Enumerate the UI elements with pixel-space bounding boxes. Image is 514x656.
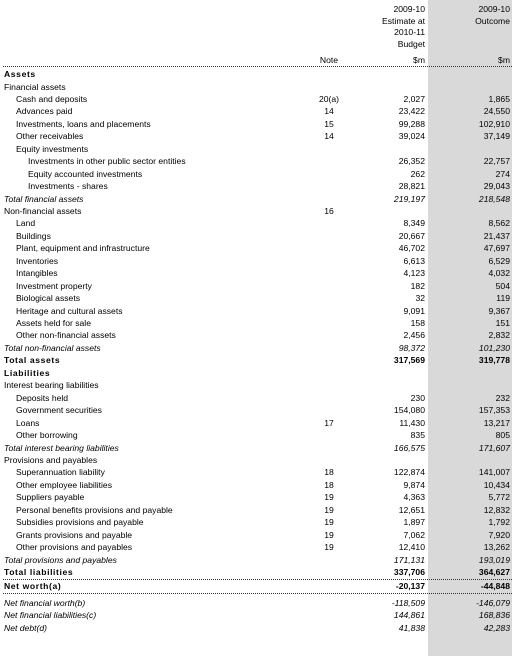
row-label: Deposits held [16, 392, 69, 403]
outcome-value: 47,697 [483, 243, 510, 254]
estimate-value: 41,838 [398, 622, 425, 633]
outcome-value: 6,529 [488, 255, 510, 266]
table-row [0, 479, 514, 492]
table-row [0, 168, 514, 181]
outcome-value: 171,607 [478, 442, 510, 453]
estimate-value: 230 [410, 392, 425, 403]
row-label: Equity investments [16, 143, 89, 154]
table-row [0, 242, 514, 255]
estimate-value: 154,080 [393, 405, 425, 416]
estimate-value: 4,123 [403, 268, 425, 279]
outcome-value: 5,772 [488, 492, 510, 503]
outcome-value: 193,019 [478, 554, 510, 565]
row-label: Intangibles [16, 268, 58, 279]
col2-header-line: 2009-10 [478, 4, 510, 14]
estimate-value: 219,197 [393, 193, 425, 204]
table-row [0, 622, 514, 635]
outcome-value: 319,778 [478, 355, 510, 366]
table-row [0, 93, 514, 106]
unit-row [0, 54, 514, 67]
table-row [0, 442, 514, 455]
estimate-value: -20,137 [395, 580, 425, 591]
row-label: Total provisions and payables [4, 554, 117, 565]
outcome-value: 7,920 [488, 529, 510, 540]
row-note: 14 [324, 106, 334, 117]
col1-header [345, 4, 425, 50]
row-note: 19 [324, 492, 334, 503]
table-row [0, 180, 514, 193]
row-label: Cash and deposits [16, 93, 88, 104]
table-row [0, 504, 514, 517]
estimate-value: 144,861 [393, 610, 425, 621]
row-label: Equity accounted investments [28, 168, 143, 179]
note-header: Note [319, 55, 339, 65]
table-row [0, 597, 514, 610]
estimate-value: 6,613 [403, 255, 425, 266]
table-row [0, 155, 514, 168]
estimate-value: 337,706 [393, 567, 425, 577]
row-label: Other borrowing [16, 430, 78, 440]
table-row [0, 230, 514, 243]
row-label: Assets held for sale [16, 318, 91, 328]
estimate-value: 835 [410, 430, 425, 440]
outcome-value: 13,262 [483, 542, 510, 553]
row-label: Net worth(a) [4, 580, 62, 591]
row-label: Other non-financial assets [16, 330, 116, 341]
estimate-value: 32 [415, 293, 425, 304]
estimate-value: 317,569 [393, 355, 425, 366]
estimate-value: 122,874 [393, 467, 425, 478]
row-label: Provisions and payables [4, 454, 98, 465]
row-note: 19 [324, 529, 334, 540]
outcome-value: 12,832 [483, 504, 510, 515]
estimate-value: 12,651 [398, 504, 425, 515]
outcome-value: 22,757 [483, 156, 510, 167]
table-row [0, 267, 514, 280]
outcome-value: 141,007 [478, 467, 510, 478]
row-label: Total financial assets [4, 193, 84, 204]
outcome-value: 102,910 [478, 118, 510, 129]
table-row [0, 255, 514, 268]
row-label: Net financial worth(b) [4, 597, 86, 608]
estimate-value: 11,430 [399, 417, 425, 428]
outcome-value: 24,550 [483, 106, 510, 117]
row-note: 19 [324, 517, 334, 528]
outcome-value: 4,032 [488, 268, 510, 279]
table-row [0, 609, 514, 622]
table-row [0, 193, 514, 206]
table-row [0, 541, 514, 554]
outcome-value: 1,792 [488, 517, 510, 528]
table-row [0, 217, 514, 230]
col1-header-line: 2010-11 [394, 27, 425, 37]
estimate-value: 158 [410, 318, 425, 328]
table-row [0, 81, 514, 94]
table-row [0, 566, 514, 579]
row-note: 18 [324, 467, 334, 478]
row-label: Advances paid [16, 106, 73, 117]
col2-unit: $m [498, 55, 510, 65]
outcome-value: 21,437 [483, 230, 510, 241]
table-row [0, 404, 514, 417]
row-note: 14 [324, 131, 334, 142]
row-label: Total non-financial assets [4, 342, 101, 353]
row-note: 19 [324, 542, 334, 553]
row-label: Biological assets [16, 293, 81, 304]
row-label: Non-financial assets [4, 205, 82, 216]
row-label: Total liabilities [4, 567, 74, 577]
estimate-value: 2,027 [403, 93, 425, 104]
outcome-value: 151 [495, 318, 510, 328]
table-row [0, 342, 514, 355]
estimate-value: 182 [410, 280, 425, 291]
estimate-value: 4,363 [403, 492, 425, 503]
row-label: Other employee liabilities [16, 479, 113, 490]
row-label: Inventories [16, 255, 59, 266]
row-label: Investments, loans and placements [16, 118, 151, 129]
col1-header-line: Estimate at [382, 15, 425, 26]
outcome-value: 37,149 [483, 131, 510, 142]
table-row [0, 580, 514, 593]
table-row [0, 143, 514, 156]
estimate-value: 98,372 [398, 342, 425, 353]
table-row [0, 130, 514, 143]
table-row [0, 317, 514, 330]
row-label: Land [16, 218, 36, 229]
table-row [0, 429, 514, 442]
row-label: Personal benefits provisions and payable [16, 504, 173, 515]
table-row [0, 491, 514, 504]
col1-header-line: 2009-10 [393, 4, 425, 14]
table-row [0, 417, 514, 430]
row-label: Loans [16, 417, 40, 428]
estimate-value: 1,897 [403, 517, 425, 528]
row-label: Other receivables [16, 131, 84, 142]
col1-unit: $m [413, 55, 425, 65]
table-row [0, 454, 514, 467]
outcome-value: 168,836 [478, 610, 510, 621]
table-row [0, 354, 514, 367]
outcome-value: 364,627 [478, 567, 510, 577]
row-note: 17 [324, 417, 334, 428]
row-label: Net debt(d) [4, 622, 47, 633]
outcome-value: 10,434 [483, 479, 510, 490]
row-label: Superannuation liability [16, 467, 105, 478]
row-note: 15 [324, 118, 334, 129]
table-row [0, 305, 514, 318]
estimate-value: 8,349 [403, 218, 425, 229]
table-row [0, 118, 514, 131]
row-label: Investments in other public sector entities [28, 156, 186, 167]
outcome-value: 2,832 [488, 330, 510, 341]
table-row [0, 280, 514, 293]
estimate-value: 2,456 [403, 330, 425, 341]
row-note: 19 [324, 504, 334, 515]
row-label: Interest bearing liabilities [4, 380, 99, 391]
estimate-value: 9,091 [403, 305, 425, 316]
table-row [0, 554, 514, 567]
estimate-value: 262 [410, 168, 425, 179]
row-label: Heritage and cultural assets [16, 305, 123, 316]
section-divider [3, 593, 512, 594]
header-divider [3, 66, 512, 67]
estimate-value: 28,821 [398, 181, 425, 191]
outcome-value: 13,217 [483, 417, 510, 428]
outcome-value: 119 [496, 293, 510, 304]
row-label: Total assets [4, 355, 61, 366]
row-label: Assets [4, 69, 36, 79]
outcome-value: -44,848 [480, 580, 510, 591]
estimate-value: 99,288 [398, 118, 425, 129]
outcome-value: 232 [495, 392, 510, 403]
estimate-value: 46,702 [398, 243, 425, 254]
outcome-value: 101,230 [478, 342, 510, 353]
outcome-value: 9,367 [488, 305, 510, 316]
outcome-value: 805 [495, 430, 510, 440]
row-label: Plant, equipment and infrastructure [16, 243, 150, 254]
row-label: Grants provisions and payable [16, 529, 133, 540]
estimate-value: 20,667 [398, 230, 425, 241]
row-label: Net financial liabilities(c) [4, 610, 97, 621]
row-label: Suppliers payable [16, 492, 85, 503]
col2-header-line: Outcome [475, 15, 510, 26]
table-row [0, 329, 514, 342]
estimate-value: 23,422 [398, 106, 425, 117]
row-label: Government securities [16, 405, 102, 416]
estimate-value: -118,509 [391, 597, 425, 608]
row-label: Buildings [16, 230, 51, 241]
outcome-value: 8,562 [488, 218, 510, 229]
row-label: Investment property [16, 280, 92, 291]
col2-header [430, 4, 510, 27]
outcome-value: 218,548 [478, 193, 510, 204]
outcome-value: 42,283 [483, 622, 510, 633]
outcome-value: 29,043 [483, 181, 510, 191]
row-label: Total interest bearing liabilities [4, 442, 119, 453]
estimate-value: 12,410 [398, 542, 425, 553]
row-label: Subsidies provisions and payable [16, 517, 144, 528]
estimate-value: 39,024 [398, 131, 425, 142]
estimate-value: 7,062 [403, 529, 425, 540]
estimate-value: 171,131 [393, 554, 425, 565]
table-row [0, 516, 514, 529]
row-note: 16 [324, 205, 334, 216]
row-label: Liabilities [4, 367, 51, 378]
estimate-value: 26,352 [398, 156, 425, 167]
estimate-value: 9,874 [403, 479, 425, 490]
table-row [0, 466, 514, 479]
row-note: 20(a) [318, 93, 340, 104]
table-row [0, 292, 514, 305]
outcome-value: 157,353 [478, 405, 510, 416]
table-row [0, 392, 514, 405]
row-label: Investments - shares [28, 181, 108, 191]
table-row [0, 205, 514, 218]
outcome-value: 504 [495, 280, 510, 291]
estimate-value: 166,575 [393, 442, 425, 453]
col1-header-line: Budget [397, 38, 425, 49]
outcome-value: 274 [495, 168, 510, 179]
row-note: 18 [324, 479, 334, 490]
table-row [0, 379, 514, 392]
table-row [0, 68, 514, 81]
row-label: Other provisions and payables [16, 542, 133, 553]
table-row [0, 105, 514, 118]
row-label: Financial assets [4, 81, 66, 92]
outcome-value: 1,865 [488, 93, 510, 104]
table-row [0, 529, 514, 542]
outcome-value: -146,079 [476, 597, 510, 608]
table-row [0, 367, 514, 380]
